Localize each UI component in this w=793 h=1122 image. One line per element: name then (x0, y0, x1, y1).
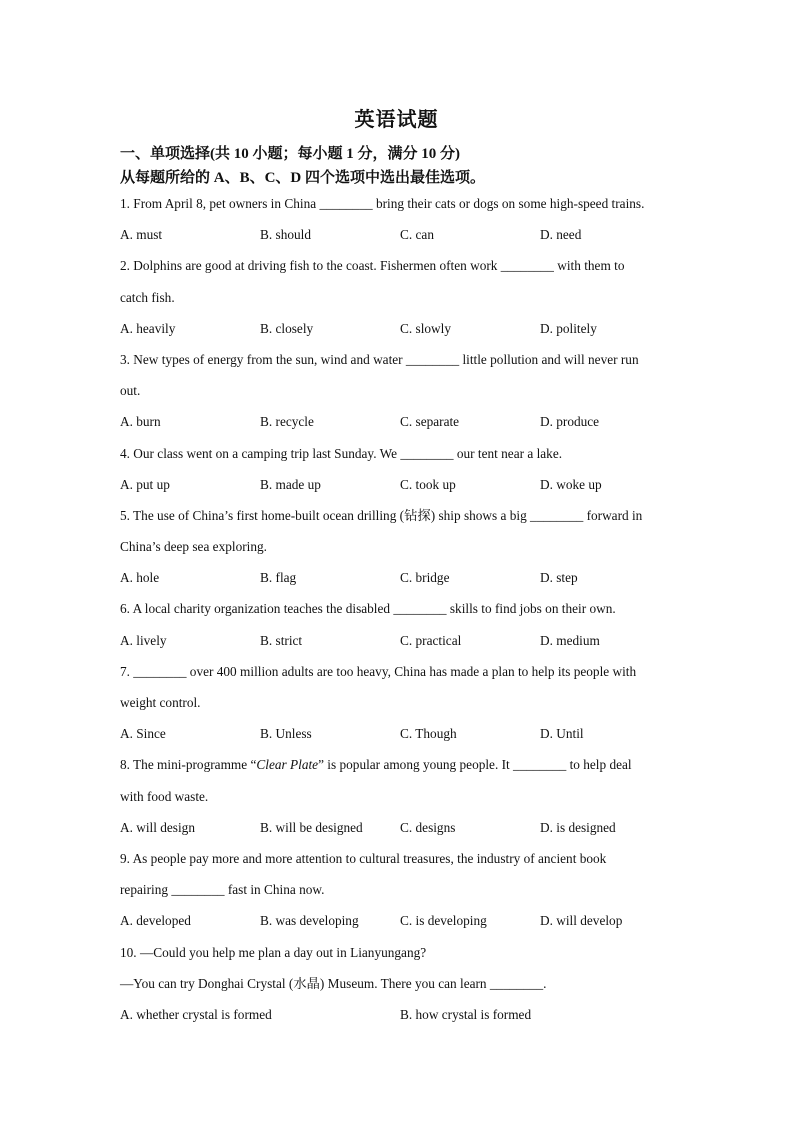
programme-name: Clear Plate (256, 757, 319, 773)
question-text: 3. New types of energy from the sun, wind and water ________ little pollution and will never run (120, 351, 639, 367)
question-text-continued: catch fish. (120, 289, 175, 305)
section-heading: 一、单项选择(共 10 小题；每小题 1 分，满分 10 分) (120, 146, 460, 162)
option-d: D. will develop (540, 913, 623, 929)
question-text-continued: with food waste. (120, 788, 209, 804)
option-b: B. will be designed (260, 819, 363, 835)
question-5 (120, 500, 680, 594)
options-row (120, 313, 680, 344)
option-c: C. took up (400, 476, 456, 492)
question-text: 4. Our class went on a camping trip last Sunday. We ________ our tent near a lake. (120, 445, 563, 461)
option-b: B. should (260, 227, 311, 243)
option-d: D. woke up (540, 476, 602, 492)
option-b: B. closely (260, 320, 314, 336)
option-b: B. strict (260, 632, 303, 648)
question-6 (120, 593, 680, 655)
question-text-continued: repairing ________ fast in China now. (120, 882, 325, 898)
options-row (120, 905, 680, 936)
question-text: 1. From April 8, pet owners in China ________ bring their cats or dogs on some high-speed trains. (120, 196, 645, 211)
question-text-continued: —You can try Donghai Crystal (水晶) Museum. There you can learn ________. (120, 975, 547, 991)
options-row (120, 469, 680, 500)
question-text: 6. A local charity organization teaches the disabled ________ skills to find jobs on their own. (120, 601, 616, 617)
question-text (120, 749, 680, 780)
question-3 (120, 344, 680, 438)
option-a: A. put up (120, 476, 170, 492)
question-text: 2. Dolphins are good at driving fish to the coast. Fishermen often work ________ with them to (120, 258, 625, 274)
option-a: A. Since (120, 726, 166, 742)
option-a: A. must (120, 227, 163, 243)
options-row (120, 718, 680, 749)
option-b: B. was developing (260, 913, 359, 929)
question-text-start: 8. The mini-programme “ (120, 757, 257, 773)
option-c: C. Though (400, 726, 457, 742)
question-10 (120, 937, 680, 1031)
option-a: A. hole (120, 570, 160, 586)
options-row (120, 999, 680, 1030)
options-row (120, 812, 680, 843)
option-d: D. step (540, 570, 578, 586)
option-c: C. practical (400, 632, 462, 648)
option-d: D. Until (540, 726, 584, 742)
option-b: B. made up (260, 476, 321, 492)
question-7 (120, 656, 680, 750)
option-c: C. slowly (400, 320, 451, 336)
option-a: A. lively (120, 632, 167, 648)
option-d: D. produce (540, 414, 600, 430)
question-9 (120, 843, 680, 937)
option-a: A. heavily (120, 320, 176, 336)
question-text: 9. As people pay more and more attention to cultural treasures, the industry of ancient book (120, 850, 607, 866)
option-d: D. politely (540, 320, 597, 336)
option-b: B. recycle (260, 414, 314, 430)
option-c: C. designs (400, 819, 456, 835)
question-8 (120, 749, 680, 843)
option-b: B. flag (260, 570, 297, 586)
option-b: B. Unless (260, 726, 312, 742)
option-d: D. need (540, 227, 582, 243)
question-text-end: ” is popular among young people. It ________ to help deal (318, 757, 632, 773)
option-a: A. burn (120, 414, 161, 430)
question-text: 10. —Could you help me plan a day out in Lianyungang? (120, 944, 427, 960)
question-1 (120, 188, 680, 250)
option-d: D. is designed (540, 819, 616, 835)
option-b: B. how crystal is formed (400, 1006, 532, 1022)
question-text: 7. ________ over 400 million adults are too heavy, China has made a plan to help its people with (120, 663, 637, 679)
question-list (120, 188, 680, 1030)
question-text-continued: weight control. (120, 695, 201, 710)
page-title: 英语试题 (354, 109, 439, 131)
options-row (120, 625, 680, 656)
options-row (120, 406, 680, 437)
options-row (120, 562, 680, 593)
option-c: C. separate (400, 414, 460, 430)
options-row (120, 219, 680, 250)
section-instruction: 从每题所给的 A、B、C、D 四个选项中选出最佳选项。 (120, 170, 486, 186)
question-text: 5. The use of China’s first home-built ocean drilling (钻探) ship shows a big ________ forward in (120, 507, 643, 523)
option-d: D. medium (540, 632, 600, 648)
option-c: C. is developing (400, 913, 487, 929)
question-4 (120, 438, 680, 500)
option-c: C. can (400, 227, 434, 243)
option-a: A. whether crystal is formed (120, 1006, 272, 1022)
question-2 (120, 250, 680, 344)
option-c: C. bridge (400, 570, 450, 586)
question-text-continued: China’s deep sea exploring. (120, 539, 267, 555)
option-a: A. developed (120, 913, 191, 929)
question-text-continued: out. (120, 383, 141, 399)
option-a: A. will design (120, 819, 195, 835)
